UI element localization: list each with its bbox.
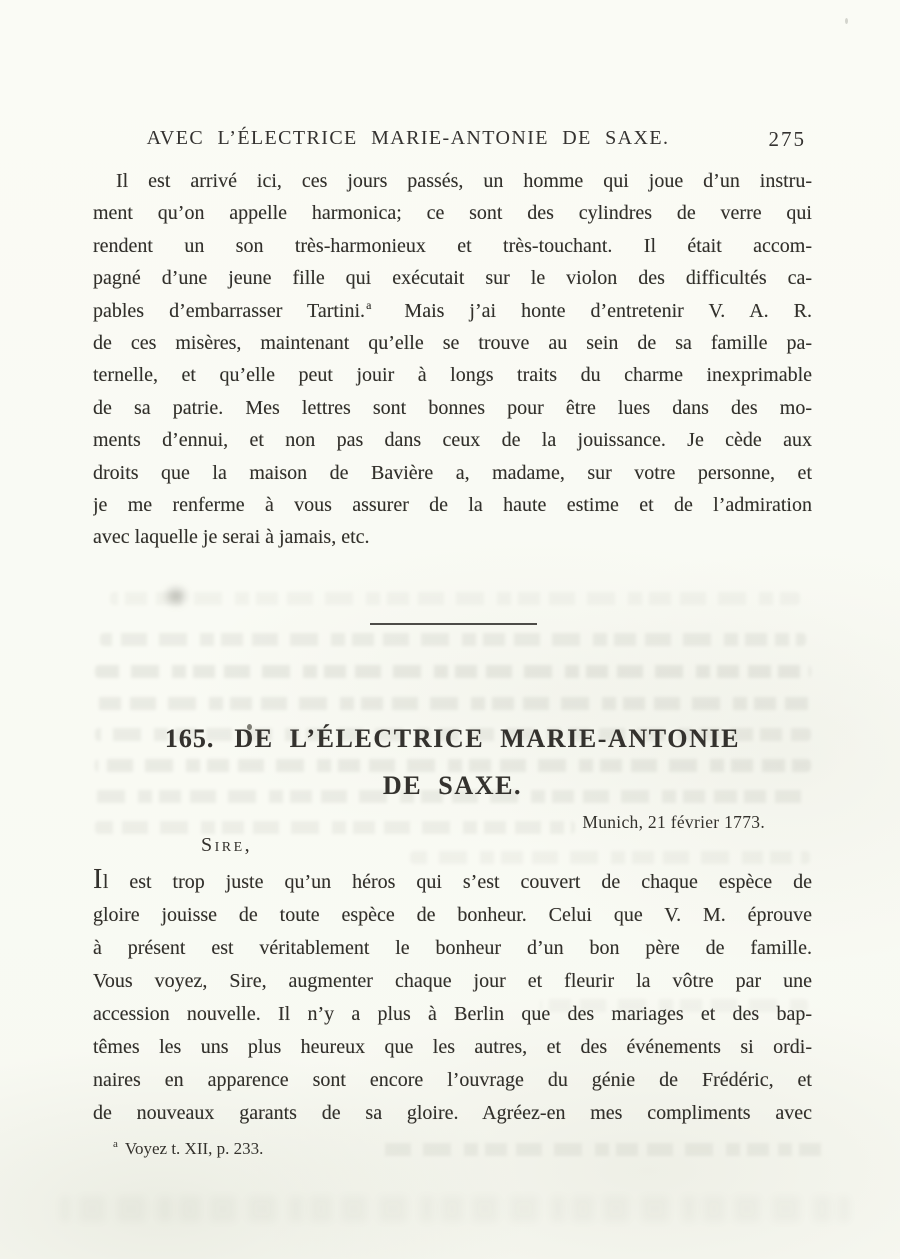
text-line: ternelle, et qu’elle peut jouir à longs traits du charme inexprimable bbox=[93, 364, 812, 387]
text-line: Il est arrivé ici, ces jours passés, un homme qui joue d’un instru- bbox=[116, 170, 812, 192]
text-segment: l est trop juste qu’un héros qui s’est couvert de chaque espèce de bbox=[102, 871, 812, 893]
text-line: de ces misères, maintenant qu’elle se trouve au sein de sa famille pa- bbox=[93, 332, 812, 354]
text-line-with-footnote-ref bbox=[93, 295, 812, 328]
text-line: ment qu’on appelle harmonica; ce sont des cylindres de verre qui bbox=[93, 202, 812, 225]
text-line: Vous voyez, Sire, augmenter chaque jour et fleurir la vôtre par une bbox=[93, 970, 812, 992]
ghost-showthrough-line bbox=[410, 851, 810, 864]
text-line: naires en apparence sont encore l’ouvrage du génie de Frédéric, et bbox=[93, 1069, 812, 1091]
salutation: Sire, bbox=[201, 834, 253, 856]
letter-heading-line2: DE SAXE. bbox=[382, 771, 523, 800]
ghost-showthrough-line bbox=[100, 633, 806, 646]
letter-title: DE L’ÉLECTRICE MARIE-ANTONIE bbox=[234, 724, 741, 753]
text-line: têmes les uns plus heureux que les autres, et des événements si ordi- bbox=[93, 1036, 812, 1058]
text-line: rendent un son très-harmonieux et très-touchant. Il était accom- bbox=[93, 234, 812, 257]
text-segment: Mais j’ai honte d’entretenir V. A. R. bbox=[404, 299, 812, 322]
text-line: gloire jouisse de toute espèce de bonheur. Celui que V. M. éprouve bbox=[93, 904, 812, 926]
section-divider-rule bbox=[370, 623, 537, 625]
ink-speck bbox=[845, 18, 848, 24]
ghost-showthrough-line bbox=[95, 697, 811, 710]
text-line: de sa patrie. Mes lettres sont bonnes pour être lues dans des mo- bbox=[93, 396, 812, 419]
text-segment: pables d’embarrasser Tartini. bbox=[93, 299, 366, 322]
text-line: droits que la maison de Bavière a, madame, sur votre personne, et bbox=[93, 461, 812, 484]
text-line: accession nouvelle. Il n’y a plus à Berlin que des mariages et des bap- bbox=[93, 1003, 812, 1025]
text-line: pagné d’une jeune fille qui exécutait sur le violon des difficultés ca- bbox=[93, 267, 812, 290]
text-line: à présent est véritablement le bonheur d’un bon père de famille. bbox=[93, 937, 812, 959]
footnote-reference-marker: a bbox=[366, 297, 372, 312]
page-number: 275 bbox=[768, 127, 806, 151]
ghost-showthrough-line bbox=[95, 665, 811, 678]
ghost-showthrough-line bbox=[60, 1196, 850, 1222]
footnote bbox=[113, 1139, 263, 1159]
text-line: de nouveaux garants de sa gloire. Agréez-en mes compliments avec bbox=[93, 1102, 812, 1124]
text-line: ments d’ennui, et non pas dans ceux de la jouissance. Je cède aux bbox=[93, 429, 812, 452]
ghost-showthrough-line bbox=[110, 592, 800, 605]
enlarged-initial: I bbox=[93, 866, 103, 895]
text-line: je me renferme à vous assurer de la haute estime et de l’admiration bbox=[93, 494, 812, 516]
text-line-with-initial bbox=[93, 866, 812, 899]
dateline: Munich, 21 février 1773. bbox=[582, 812, 765, 832]
footnote-marker: a bbox=[113, 1138, 118, 1151]
ghost-showthrough-line bbox=[380, 1143, 825, 1156]
letter-heading-line1 bbox=[93, 724, 812, 754]
text-line: avec laquelle je serai à jamais, etc. bbox=[93, 526, 370, 549]
ink-smudge bbox=[158, 580, 194, 612]
letter-number: 165. bbox=[164, 724, 215, 753]
footnote-text: Voyez t. XII, p. 233. bbox=[124, 1139, 264, 1158]
running-header-title: AVEC L’ÉLECTRICE MARIE-ANTONIE DE SAXE. bbox=[146, 127, 670, 149]
